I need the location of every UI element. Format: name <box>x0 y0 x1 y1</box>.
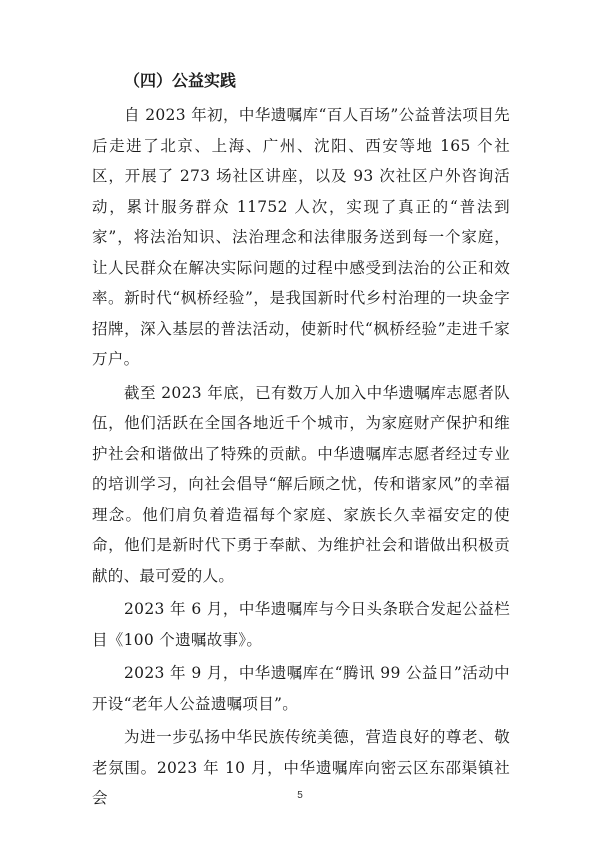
paragraph-june-2023: 2023 年 6 月，中华遗嘱库与今日头条联合发起公益栏目《100 个遗嘱故事》。 <box>92 600 510 649</box>
document-body <box>92 70 510 817</box>
paragraph-community-outreach: 自 2023 年初，中华遗嘱库“百人百场”公益普法项目先后走进了北京、上海、广州、沈阳、西安等地 165 个社区，开展了 273 场社区讲座，以及 93 次社区户外咨询活动，累计服务群众 11752 人次，实现了真正的“普法到家”，将法治知识、法治理念和法律服务送到每一个家庭，让人民群众在解决实际问题的过程中感受到法治的公正和效率。新时代“枫桥经验”，是我国新时代乡村治理的一块金字招牌，深入基层的普法活动，使新时代“枫桥经验”走进千家万户。 <box>92 106 510 368</box>
paragraph-september-2023: 2023 年 9 月，中华遗嘱库在“腾讯 99 公益日”活动中开设“老年人公益遗嘱项目”。 <box>92 664 510 713</box>
paragraph-volunteers: 截至 2023 年底，已有数万人加入中华遗嘱库志愿者队伍，他们活跃在全国各地近千个城市，为家庭财产保护和维护社会和谐做出了特殊的贡献。中华遗嘱库志愿者经过专业的培训学习，向社会倡导“解后顾之忧，传和谐家风”的幸福理念。他们肩负着造福每个家庭、家族长久幸福安定的使命，他们是新时代下勇于奉献、为维护社会和谐做出积极贡献的、最可爱的人。 <box>92 383 510 585</box>
paragraph-october-2023: 为进一步弘扬中华民族传统美德，营造良好的尊老、敬老氛围。2023 年 10 月，中华遗嘱库向密云区东邵渠镇社会 <box>92 728 510 807</box>
page-number: 5 <box>297 790 303 801</box>
section-heading: （四）公益实践 <box>124 71 237 90</box>
